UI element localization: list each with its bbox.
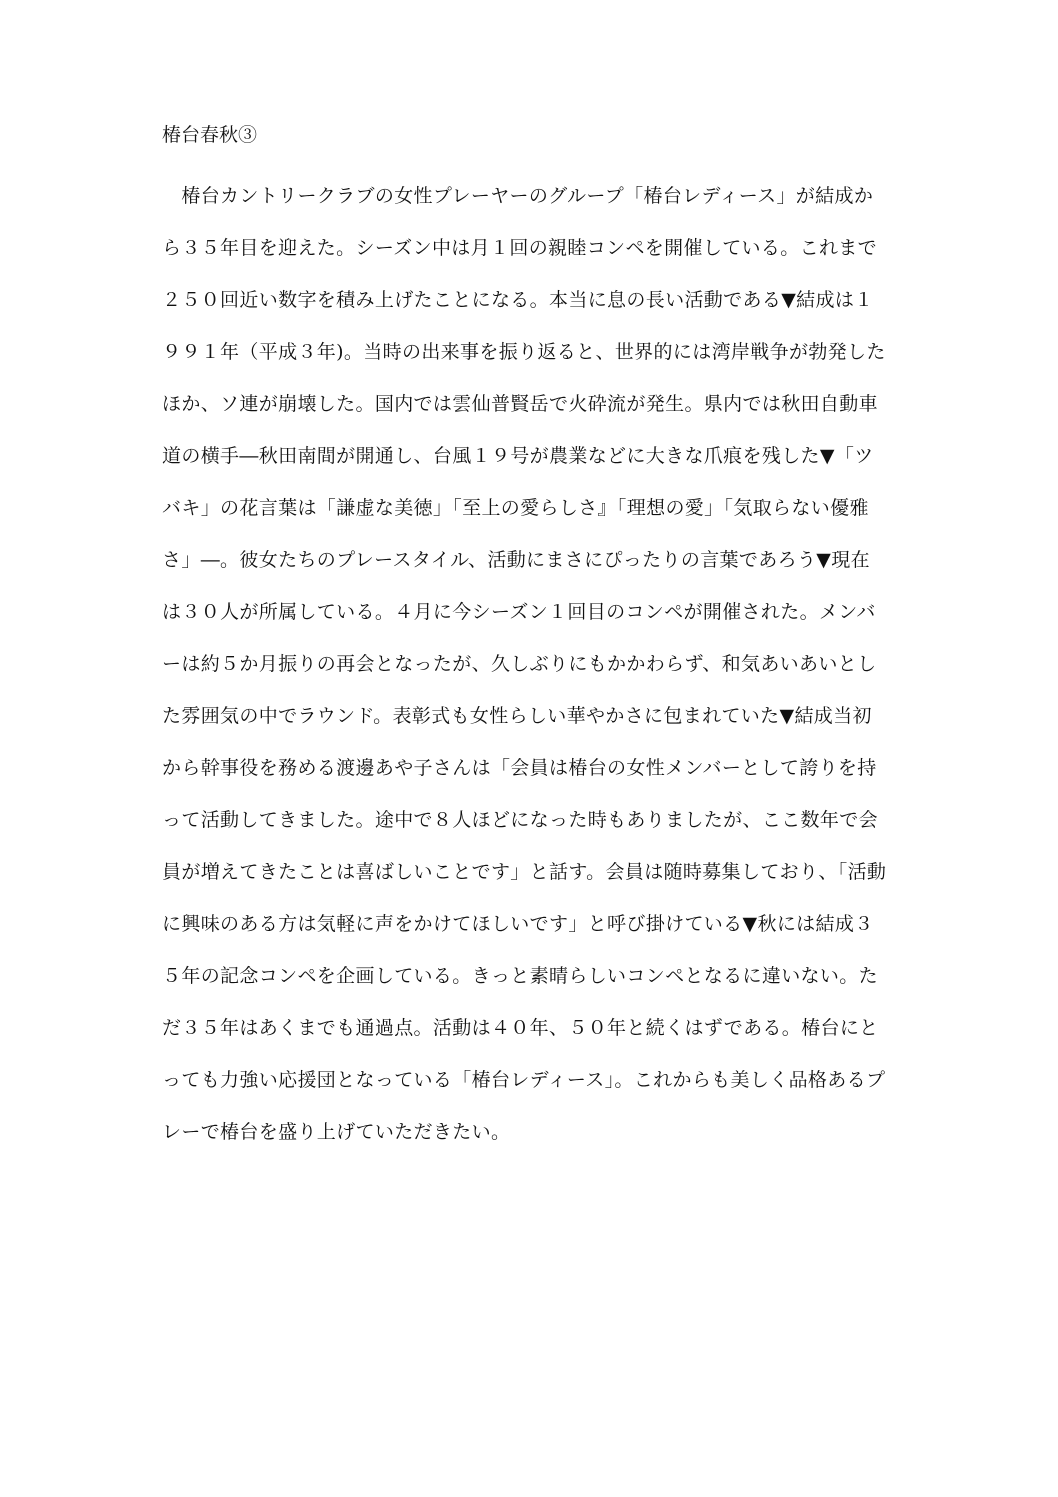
text-line: 員が増えてきたことは喜ばしいことです」と話す。会員は随時募集しており、「活動 bbox=[162, 861, 887, 883]
text-line: バキ」の花言葉は「謙虚な美徳」「至上の愛らしさ』「理想の愛」「気取らない優雅 bbox=[162, 497, 869, 519]
document-title: 椿台春秋③ bbox=[162, 124, 258, 146]
text-line: ほか、ソ連が崩壊した。国内では雲仙普賢岳で火砕流が発生。県内では秋田自動車 bbox=[162, 393, 878, 415]
text-line: レーで椿台を盛り上げていただきたい。 bbox=[162, 1121, 511, 1143]
text-line: さ」―。彼女たちのプレースタイル、活動にまさにぴったりの言葉であろう▼現在 bbox=[162, 549, 870, 571]
text-line: ２５０回近い数字を積み上げたことになる。本当に息の長い活動である▼結成は１ bbox=[162, 289, 874, 311]
text-line: から幹事役を務める渡邊あや子さんは「会員は椿台の女性メンバーとして誇りを持 bbox=[162, 757, 877, 779]
text-line: 道の横手―秋田南間が開通し、台風１９号が農業などに大きな爪痕を残した▼「ツ bbox=[162, 445, 874, 467]
text-line: た雰囲気の中でラウンド。表彰式も女性らしい華やかさに包まれていた▼結成当初 bbox=[162, 705, 872, 727]
text-line: に興味のある方は気軽に声をかけてほしいです」と呼び掛けている▼秋には結成３ bbox=[162, 913, 874, 935]
text-line: ーは約５か月振りの再会となったが、久しぶりにもかかわらず、和気あいあいとし bbox=[162, 653, 877, 675]
text-line: ５年の記念コンペを企画している。きっと素晴らしいコンペとなるに違いない。た bbox=[162, 965, 878, 987]
text-line: ９９１年（平成３年)。当時の出来事を振り返ると、世界的には湾岸戦争が勃発した bbox=[162, 341, 886, 363]
text-line: って活動してきました。途中で８人ほどになった時もありましたが、ここ数年で会 bbox=[162, 809, 878, 831]
text-line: は３０人が所属している。４月に今シーズン１回目のコンペが開催された。メンバ bbox=[162, 601, 876, 623]
text-line: だ３５年はあくまでも通過点。活動は４０年、５０年と続くはずである。椿台にと bbox=[162, 1017, 879, 1039]
text-line: っても力強い応援団となっている「椿台レディース」。これからも美しく品格あるプ bbox=[162, 1069, 886, 1091]
article-body bbox=[162, 182, 962, 1170]
text-line: ら３５年目を迎えた。シーズン中は月１回の親睦コンペを開催している。これまで bbox=[162, 237, 878, 259]
text-line: 椿台カントリークラブの女性プレーヤーのグループ「椿台レディース」が結成か bbox=[162, 185, 874, 207]
